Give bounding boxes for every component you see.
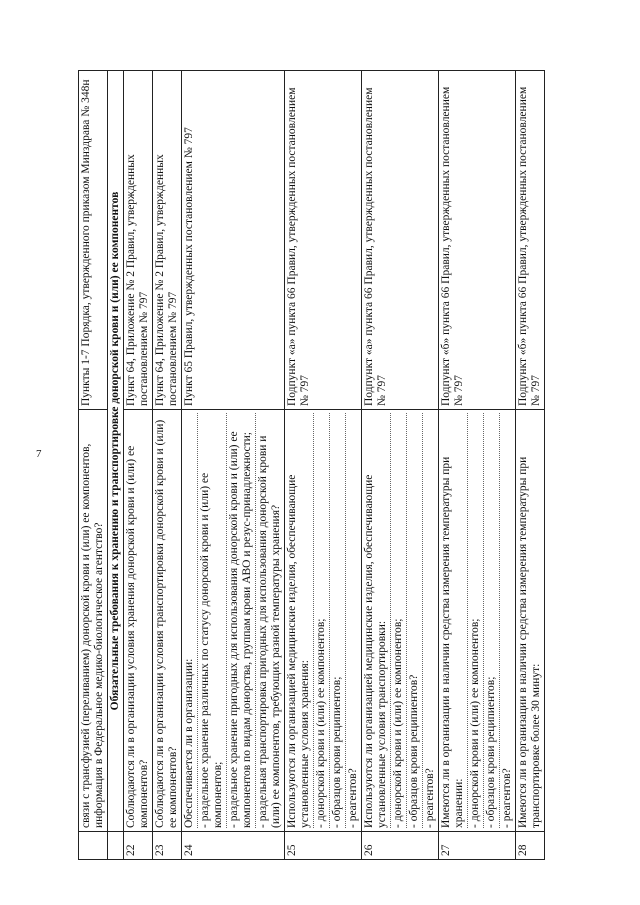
reference-cell: Подпункт «а» пункта 66 Правил, утвержденных постановлением № 797 (362, 71, 439, 410)
question-cell (182, 410, 285, 832)
row-number: 23 (153, 832, 182, 860)
question-text: Соблюдаются ли в организации условия хранения донорской крови и (или) ее компонентов? (125, 445, 150, 829)
table-row (285, 71, 362, 860)
question-text: Соблюдаются ли в организации условия транспортировки донорской крови и (или) ее компонентов? (154, 419, 179, 829)
question-subitem: - раздельная транспортировка пригодных для использования донорской крови и (или) ее компонентов, требующих разной температуры хранения? (255, 413, 283, 828)
reference-cell: Пункт 64, Приложение № 2 Правил, утвержденных постановлением № 797 (124, 71, 153, 410)
requirements-table (78, 70, 545, 860)
reference-cell: Подпункт «а» пункта 66 Правил, утвержденных постановлением № 797 (285, 71, 362, 410)
row-number: 24 (182, 832, 285, 860)
row-number: 28 (516, 832, 545, 860)
question-text: Имеются ли в организации в наличии средства измерения температуры при транспортировке более 30 минут: (517, 456, 542, 829)
table-row (516, 71, 545, 860)
row-number-cell (108, 832, 124, 860)
row-number: 27 (439, 832, 516, 860)
question-subitem: - образцов крови реципиентов; (483, 413, 498, 828)
row-number: 22 (124, 832, 153, 860)
table-row (182, 71, 285, 860)
table-row (153, 71, 182, 860)
question-subitem: - донорской крови и (или) ее компонентов; (390, 413, 405, 828)
question-cell (362, 410, 439, 832)
table-row (362, 71, 439, 860)
question-cell: связи с трансфузией (переливанием) донорской крови и (или) ее компонентов, информация в Федеральное медико-биологическое агентство? (79, 410, 108, 832)
row-number-cell (79, 832, 108, 860)
question-cell (153, 410, 182, 832)
question-subitem: - раздельное хранение различных по статусу донорской крови и (или) ее компонентов; (197, 413, 225, 828)
table-row (79, 71, 108, 860)
question-cell (124, 410, 153, 832)
row-number: 26 (362, 832, 439, 860)
reference-cell: Пункты 1-7 Порядка, утвержденного приказом Минздрава № 348н (79, 71, 108, 410)
section-title: Обязательные требования к хранению и транспортировке донорской крови и (или) ее компонентов (108, 71, 124, 832)
reference-cell: Пункт 64, Приложение № 2 Правил, утвержденных постановлением № 797 (153, 71, 182, 410)
question-text: Используются ли организацией медицинские изделия, обеспечивающие установленные условия транспортировки: (363, 474, 388, 829)
question-subitem: - реагентов? (499, 413, 514, 828)
table-row (124, 71, 153, 860)
reference-cell: Пункт 65 Правил, утвержденных постановлением № 797 (182, 71, 285, 410)
question-text: Имеются ли в организации в наличии средства измерения температуры при хранении: (440, 456, 465, 829)
question-subitem: - донорской крови и (или) ее компонентов; (467, 413, 482, 828)
page-number: 7 (36, 448, 42, 460)
rotated-page (78, 70, 613, 860)
question-text: Обеспечивается ли в организации: (183, 658, 195, 829)
question-subitem: - реагентов? (345, 413, 360, 828)
reference-cell: Подпункт «б» пункта 66 Правил, утвержденных постановлением № 797 (439, 71, 516, 410)
row-number: 25 (285, 832, 362, 860)
question-cell (439, 410, 516, 832)
question-subitem: - образцов крови реципиентов; (329, 413, 344, 828)
question-subitem: - раздельное хранение пригодных для использования донорской крови и (или) ее компонентов по видам донорства, группам крови АВО и резус-принадлежности; (226, 413, 254, 828)
section-row (108, 71, 124, 860)
question-cell (285, 410, 362, 832)
question-cell (516, 410, 545, 832)
question-subitem: - образцов крови реципиентов? (406, 413, 421, 828)
question-subitem: - реагентов? (422, 413, 437, 828)
question-subitem: - донорской крови и (или) ее компонентов; (313, 413, 328, 828)
question-text: Используются ли организацией медицинские изделия, обеспечивающие установленные условия хранения: (286, 474, 311, 829)
reference-cell: Подпункт «б» пункта 66 Правил, утвержденных постановлением № 797 (516, 71, 545, 410)
table-row (439, 71, 516, 860)
